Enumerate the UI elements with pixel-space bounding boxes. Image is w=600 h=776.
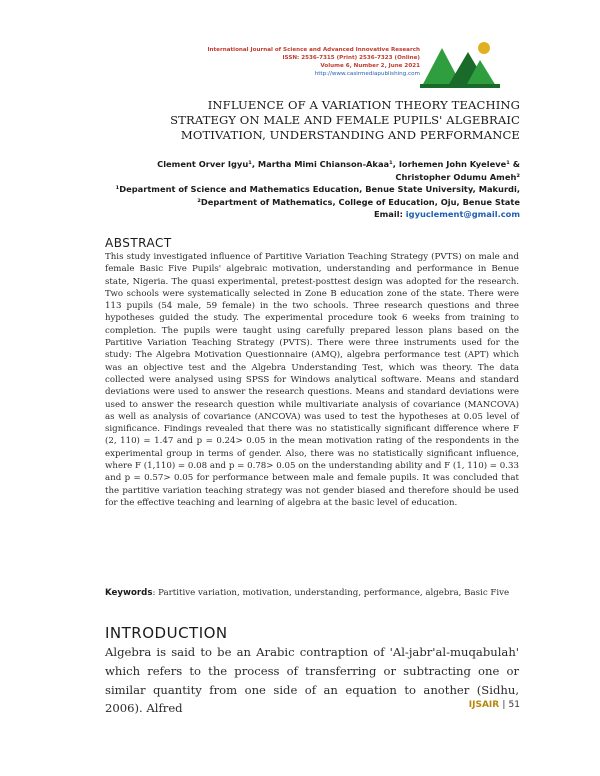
keywords-label: Keywords (105, 588, 153, 598)
page-number: 51 (508, 700, 520, 710)
journal-logo-icon (420, 38, 500, 88)
journal-volume: Volume 6, Number 2, June 2021 (320, 63, 420, 69)
keywords (105, 587, 519, 599)
journal-issn: ISSN: 2536-7315 (Print) 2536-7323 (Online) (282, 55, 420, 61)
page-footer (430, 700, 520, 710)
email-row (100, 208, 520, 221)
abstract-body: This study investigated influence of Partitive Variation Teaching Strategy (PVTS) on male and female Basic Five Pupils' algebraic motivation, understanding and performance in Benue state, Nigeria. The quasi experimental, pretest-posttest design was adopted for the research. Two schools were systematically selected in Zone B education zone of the state. There were 113 pupils (54 male, 59 female) in the two schools. Three research questions and three hypotheses guided the study. The experimental procedure took 6 weeks from training to completion. The pupils were taught using carefully prepared lesson plans based on the Partitive Variation Teaching Strategy (PVTS). There were three instruments used for the study: The Algebra Motivation Questionnaire (AMQ), algebra performance test (APT) which was an objective test and the Algebra Understanding Test, which was theory. The data collected were analysed using SPSS for Windows analytical software. Means and standard deviations were used to answer the research questions. Means and standard deviations were used to answer the research question while multivariate analysis of covariance (MANCOVA) as well as analysis of covariance (ANCOVA) was used to test the hypotheses at 0.05 level of significance. Findings revealed that there was no statistically significant difference where F (2, 110) = 1.47 and p = 0.24> 0.05 in the mean motivation rating of the respondents in the experimental group in terms of gender. Also, there was no statistically significant influence, where F (1,110) = 0.08 and p = 0.78> 0.05 on the understanding ability and F (1, 110) = 0.33 and p = 0.57> 0.05 for performance between male and female pupils. It was concluded that the partitive variation teaching strategy was not gender biased and therefore should be used for the effective teaching and learning of algebra at the basic level of education. (105, 252, 519, 508)
introduction-heading: INTRODUCTION (105, 624, 228, 642)
paper-title (150, 98, 520, 143)
keywords-list: : Partitive variation, motivation, understanding, performance, algebra, Basic Five (152, 588, 510, 598)
email-label: Email: (373, 209, 403, 219)
journal-header (200, 46, 420, 78)
affiliation-1: ¹Department of Science and Mathematics Education, Benue State University, Makurdi, (115, 184, 520, 194)
title-line-2: STRATEGY ON MALE AND FEMALE PUPILS' ALGEBRAIC (170, 113, 520, 127)
author-block (100, 158, 520, 221)
authors-line-1: Clement Orver Igyu¹, Martha Mimi Chianson-Akaa¹, Iorhemen John Kyeleve¹ & (157, 159, 520, 169)
journal-name: International Journal of Science and Advanced Innovative Research (207, 47, 420, 53)
journal-url[interactable]: http://www.casirmediapublishing.com (314, 71, 420, 77)
abstract-heading: ABSTRACT (105, 236, 172, 250)
affiliation-2: ²Department of Mathematics, College of Education, Oju, Benue State (197, 196, 520, 207)
title-line-1: INFLUENCE OF A VARIATION THEORY TEACHING (207, 98, 520, 112)
footer-journal-abbr: IJSAIR (468, 700, 500, 710)
footer-separator: | (502, 700, 506, 710)
email-link[interactable]: igyuclement@gmail.com (405, 209, 520, 219)
title-line-3: MOTIVATION, UNDERSTANDING AND PERFORMANCE (180, 128, 520, 142)
authors-line-2: Christopher Odumu Ameh² (395, 171, 520, 182)
introduction-body: Algebra is said to be an Arabic contraption of 'Al-jabr'al-muqabulah' which refers to the process of transferring or subtracting one or similar quantity from one side of an equation to another (Sidhu, 2006). Alfred (105, 645, 519, 716)
